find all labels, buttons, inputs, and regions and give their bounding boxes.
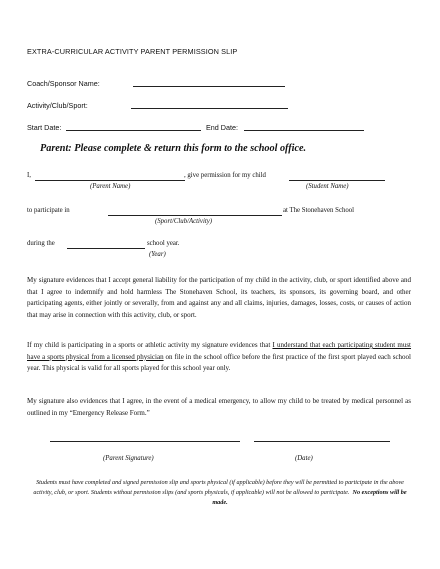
during-text: during the	[27, 240, 55, 247]
activity-field[interactable]	[131, 108, 288, 109]
form-title: EXTRA-CURRICULAR ACTIVITY PARENT PERMISSION SLIP	[27, 47, 238, 56]
school-year-field[interactable]	[67, 248, 145, 249]
participate-text: to participate in	[27, 207, 70, 214]
date-caption: (Date)	[295, 455, 313, 462]
parent-name-caption: (Parent Name)	[90, 183, 131, 190]
footer-bold-text: No exceptions will be made.	[212, 489, 407, 507]
signature-date-field[interactable]	[254, 441, 390, 442]
school-year-text: school year.	[147, 240, 180, 247]
student-name-caption: (Student Name)	[306, 183, 349, 190]
physical-paragraph-intro: If my child is participating in a sports or athletic activity my signature evidences that	[27, 341, 273, 349]
sport-club-activity-field[interactable]	[108, 215, 282, 216]
i-label: I,	[27, 172, 31, 179]
start-date-field[interactable]	[66, 130, 201, 131]
parent-signature-caption: (Parent Signature)	[103, 455, 154, 462]
parent-signature-field[interactable]	[50, 441, 240, 442]
parent-name-field[interactable]	[35, 180, 185, 181]
physical-requirement-text: I understand that each participating student must have a sports physical from a licensed physician	[27, 341, 412, 361]
end-date-field[interactable]	[244, 130, 364, 131]
liability-paragraph: My signature evidences that I accept general liability for the participation of my child in the activity, club, or sport identified above and that I agree to indemnify and hold harmless The Stonehaven School, its teachers, its sponsors, its governing board, and other participating agents, either jointly or severally, from and against any and all claims, injuries, damages, losses, costs, or causes of action that may arise in connection with this activity, club, or sport.	[27, 276, 411, 319]
medical-paragraph: My signature also evidences that I agree, in the event of a medical emergency, to allow my child to be treated by medical personnel as outlined in my “Emergency Release Form.”	[27, 397, 411, 417]
physical-paragraph	[27, 340, 411, 375]
footer-text: Students must have completed and signed permission slip and sports physical (if applicable) before they will be permitted to participate in the above activity, club, or sport. Students without permission slips (and sports physicals, if applicable) will not be allowed to participate.	[33, 479, 404, 497]
give-permission-text: , give permission for my child	[184, 172, 266, 179]
footer-note	[30, 478, 410, 509]
end-date-label: End Date:	[206, 123, 238, 132]
student-name-field[interactable]	[289, 180, 385, 181]
coach-sponsor-label: Coach/Sponsor Name:	[27, 79, 100, 88]
coach-sponsor-field[interactable]	[133, 86, 285, 87]
activity-label: Activity/Club/Sport:	[27, 101, 88, 110]
instructions-heading: Parent: Please complete & return this form to the school office.	[40, 143, 307, 154]
start-date-label: Start Date:	[27, 123, 62, 132]
year-caption: (Year)	[149, 251, 166, 258]
sport-club-activity-caption: (Sport/Club/Activity)	[155, 218, 213, 225]
physical-paragraph-rest: on file in the school office before the first practice of the first sport played each school year. This physical is valid for all sports played for this school year only.	[27, 352, 412, 373]
school-text: at The Stonehaven School	[283, 207, 355, 214]
